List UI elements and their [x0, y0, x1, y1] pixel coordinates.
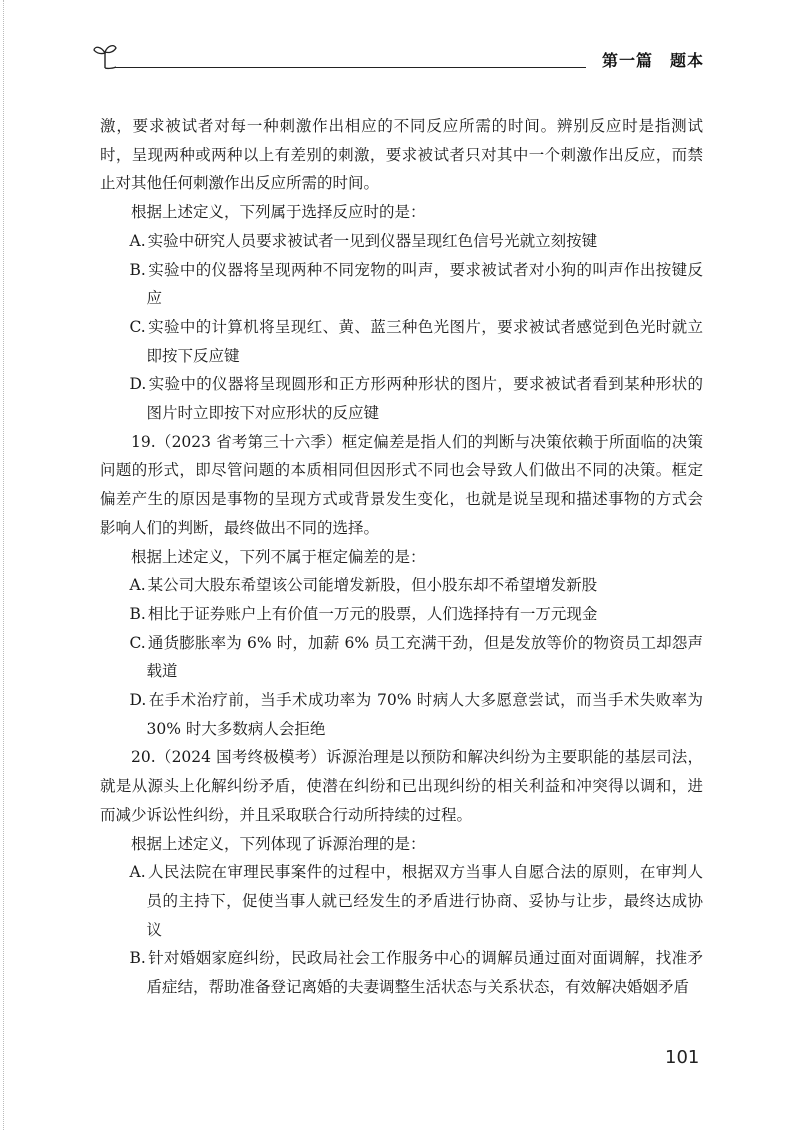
- option-text: 实验中研究人员要求被试者一见到仪器呈现红色信号光就立刻按键: [147, 231, 598, 250]
- paragraph: 根据上述定义，下列体现了诉源治理的是：: [131, 834, 426, 853]
- answer-option: [114, 256, 703, 313]
- paragraph: 根据上述定义，下列属于选择反应时的是：: [131, 203, 426, 222]
- answer-option: [114, 571, 703, 600]
- paragraph: 20.（2024 国考终极模考）诉源治理是以预防和解决纠纷为主要职能的基层司法，就是从源头上化解纠纷矛盾，使潜在纠纷和已出现纠纷的相关利益和冲突得以调和，进而减少诉讼性纠纷，并且采取联合行动所持续的过程。: [100, 748, 703, 824]
- option-text: 相比于证券账户上有价值一万元的股票，人们选择持有一万元现金: [147, 604, 598, 623]
- option-letter: B.: [129, 949, 146, 968]
- option-text: 某公司大股东希望该公司能增发新股，但小股东却不希望增发新股: [147, 576, 598, 595]
- answer-option: [114, 858, 703, 944]
- option-letter: A.: [129, 231, 146, 250]
- paragraph: 19.（2023 省考第三十六季）框定偏差是指人们的判断与决策依赖于所面临的决策问题的形式，即尽管问题的本质相同但因形式不同也会导致人们做出不同的决策。框定偏差产生的原因是事物的呈现方式或背景发生变化，也就是说呈现和描述事物的方式会影响人们的判断，最终做出不同的选择。: [100, 432, 703, 537]
- option-letter: C.: [129, 317, 146, 336]
- header-rule: [114, 67, 586, 68]
- option-letter: D.: [129, 691, 147, 710]
- option-letter: B.: [129, 260, 146, 279]
- sprout-icon: [92, 40, 118, 74]
- option-letter: C.: [129, 633, 146, 652]
- paragraph: 根据上述定义，下列不属于框定偏差的是：: [131, 547, 426, 566]
- option-letter: D.: [129, 375, 147, 394]
- option-text: 通货膨胀率为 6% 时，加薪 6% 员工充满干劲，但是发放等价的物资员工却怨声载道: [146, 633, 703, 681]
- answer-option: [114, 600, 703, 629]
- option-text: 实验中的仪器将呈现两种不同宠物的叫声，要求被试者对小狗的叫声作出按键反应: [146, 260, 703, 308]
- header-title: 第一篇 题本: [601, 51, 704, 70]
- option-letter: A.: [129, 863, 146, 882]
- option-letter: B.: [129, 604, 146, 623]
- answer-option: [114, 629, 703, 686]
- option-text: 实验中的仪器将呈现圆形和正方形两种形状的图片，要求被试者看到某种形状的图片时立即按下对应形状的反应键: [146, 375, 703, 423]
- page-number: 101: [665, 1047, 700, 1068]
- option-text: 实验中的计算机将呈现红、黄、蓝三种色光图片，要求被试者感觉到色光时就立即按下反应键: [146, 317, 703, 365]
- answer-option: [114, 227, 703, 256]
- page-body: [100, 112, 703, 1002]
- answer-option: [114, 313, 703, 370]
- page-edge-dots: [3, 0, 4, 1130]
- running-header: [92, 40, 704, 76]
- answer-option: [114, 370, 703, 427]
- answer-option: [114, 944, 703, 1001]
- option-text: 人民法院在审理民事案件的过程中，根据双方当事人自愿合法的原则，在审判人员的主持下，促使当事人就已经发生的矛盾进行协商、妥协与让步，最终达成协议: [146, 863, 703, 939]
- paragraph-continued: 激，要求被试者对每一种刺激作出相应的不同反应所需的时间。辨别反应时是指测试时，呈现两种或两种以上有差别的刺激，要求被试者只对其中一个刺激作出反应，而禁止对其他任何刺激作出反应所需的时间。: [100, 117, 703, 193]
- option-letter: A.: [129, 576, 146, 595]
- answer-option: [114, 686, 703, 743]
- option-text: 在手术治疗前，当手术成功率为 70% 时病人大多愿意尝试，而当手术失败率为 30% 时大多数病人会拒绝: [146, 691, 703, 738]
- option-text: 针对婚姻家庭纠纷，民政局社会工作服务中心的调解员通过面对面调解，找准矛盾症结，帮助准备登记离婚的夫妻调整生活状态与关系状态，有效解决婚姻矛盾: [146, 949, 703, 997]
